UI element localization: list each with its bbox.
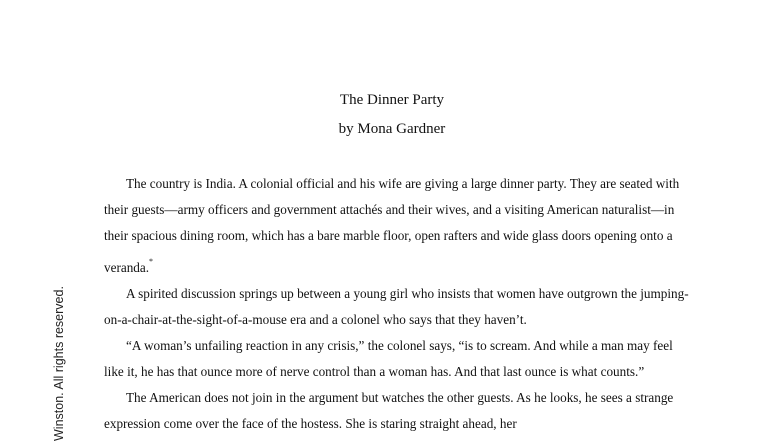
- paragraph-1-text: The country is India. A colonial official and his wife are giving a large dinner party. They are seated with their guests—army officers and government attachés and their wives, and a visiting American naturalist—in their spacious dining room, which has a bare marble floor, open rafters and wide glass doors opening onto a veranda.: [104, 176, 680, 275]
- copyright-side-text: Winston. All rights reserved.: [52, 286, 66, 441]
- author-byline: by Mona Gardner: [338, 121, 446, 137]
- story-body: [104, 171, 694, 437]
- paragraph-3: “A woman’s unfailing reaction in any crisis,” the colonel says, “is to scream. And while a man may feel like it, he has that ounce more of nerve control than a woman has. And that last ounce is what counts.”: [104, 338, 673, 379]
- story-title: The Dinner Party: [339, 92, 445, 108]
- paragraph-2: A spirited discussion springs up between a young girl who insists that women have outgrown the jumping-on-a-chair-at-the-sight-of-a-mouse era and a colonel who says that they haven’t.: [104, 286, 689, 327]
- footnote-marker[interactable]: *: [149, 257, 154, 266]
- paragraph-4: The American does not join in the argument but watches the other guests. As he looks, he sees a strange expression come over the face of the hostess. She is staring straight ahead, her: [104, 390, 674, 431]
- paragraph-1: [104, 171, 694, 281]
